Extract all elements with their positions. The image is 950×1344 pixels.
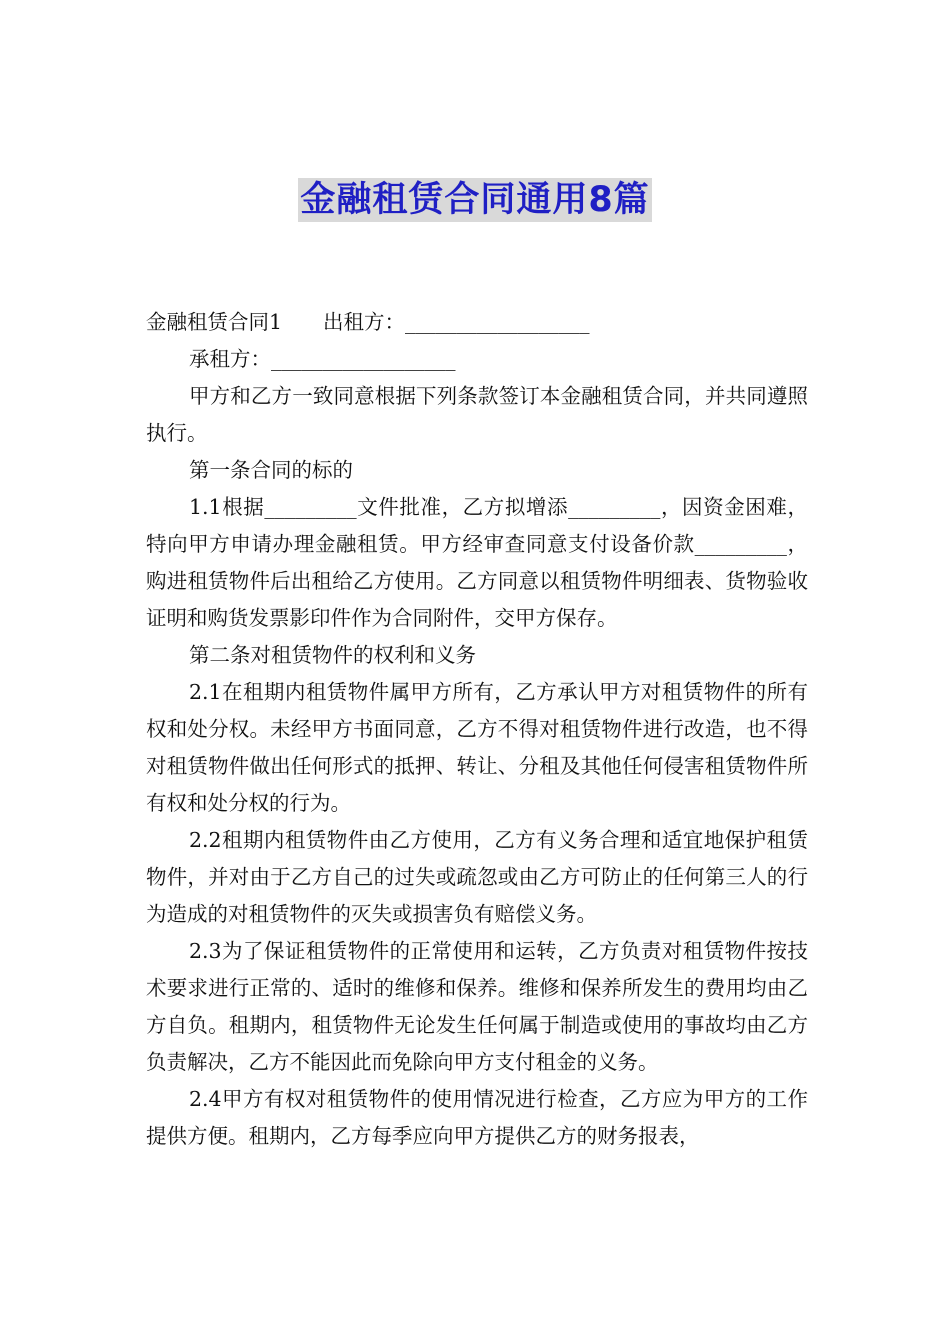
document-body	[146, 304, 808, 1155]
clause-2-1: 2.1在租期内租赁物件属甲方所有，乙方承认甲方对租赁物件的所有权和处分权。未经甲方书面同意，乙方不得对租赁物件进行改造，也不得对租赁物件做出任何形式的抵押、转让、分租及其他任何侵害租赁物件所有权和处分权的行为。	[146, 680, 808, 815]
clause-2-4: 2.4甲方有权对租赁物件的使用情况进行检查，乙方应为甲方的工作提供方便。租期内，乙方每季应向甲方提供乙方的财务报表，	[146, 1087, 808, 1148]
document-title: 金融租赁合同通用8篇	[300, 180, 650, 220]
paragraph-intro: 甲方和乙方一致同意根据下列条款签订本金融租赁合同，并共同遵照执行。	[146, 384, 808, 445]
title-container	[0, 178, 950, 222]
clause-2-2: 2.2租期内租赁物件由乙方使用，乙方有义务合理和适宜地保护租赁物件，并对由于乙方自己的过失或疏忽或由乙方可防止的任何第三人的行为造成的对租赁物件的灭失或损害负有赔偿义务。	[146, 828, 808, 926]
section-heading-2: 第二条对租赁物件的权利和义务	[189, 643, 476, 667]
section-heading-1: 第一条合同的标的	[189, 458, 353, 482]
paragraph-lessor: 金融租赁合同1 出租方：__________________	[146, 310, 590, 334]
paragraph-lessee: 承租方：__________________	[189, 347, 456, 371]
clause-1-1: 1.1根据_________文件批准，乙方拟增添_________，因资金困难，特向甲方申请办理金融租赁。甲方经审查同意支付设备价款_________，购进租赁物件后出租给乙方使用。乙方同意以租赁物件明细表、货物验收证明和购货发票影印件作为合同附件，交甲方保存。	[146, 495, 808, 630]
clause-2-3: 2.3为了保证租赁物件的正常使用和运转，乙方负责对租赁物件按技术要求进行正常的、适时的维修和保养。维修和保养所发生的费用均由乙方自负。租期内，租赁物件无论发生任何属于制造或使用的事故均由乙方负责解决，乙方不能因此而免除向甲方支付租金的义务。	[146, 939, 808, 1074]
